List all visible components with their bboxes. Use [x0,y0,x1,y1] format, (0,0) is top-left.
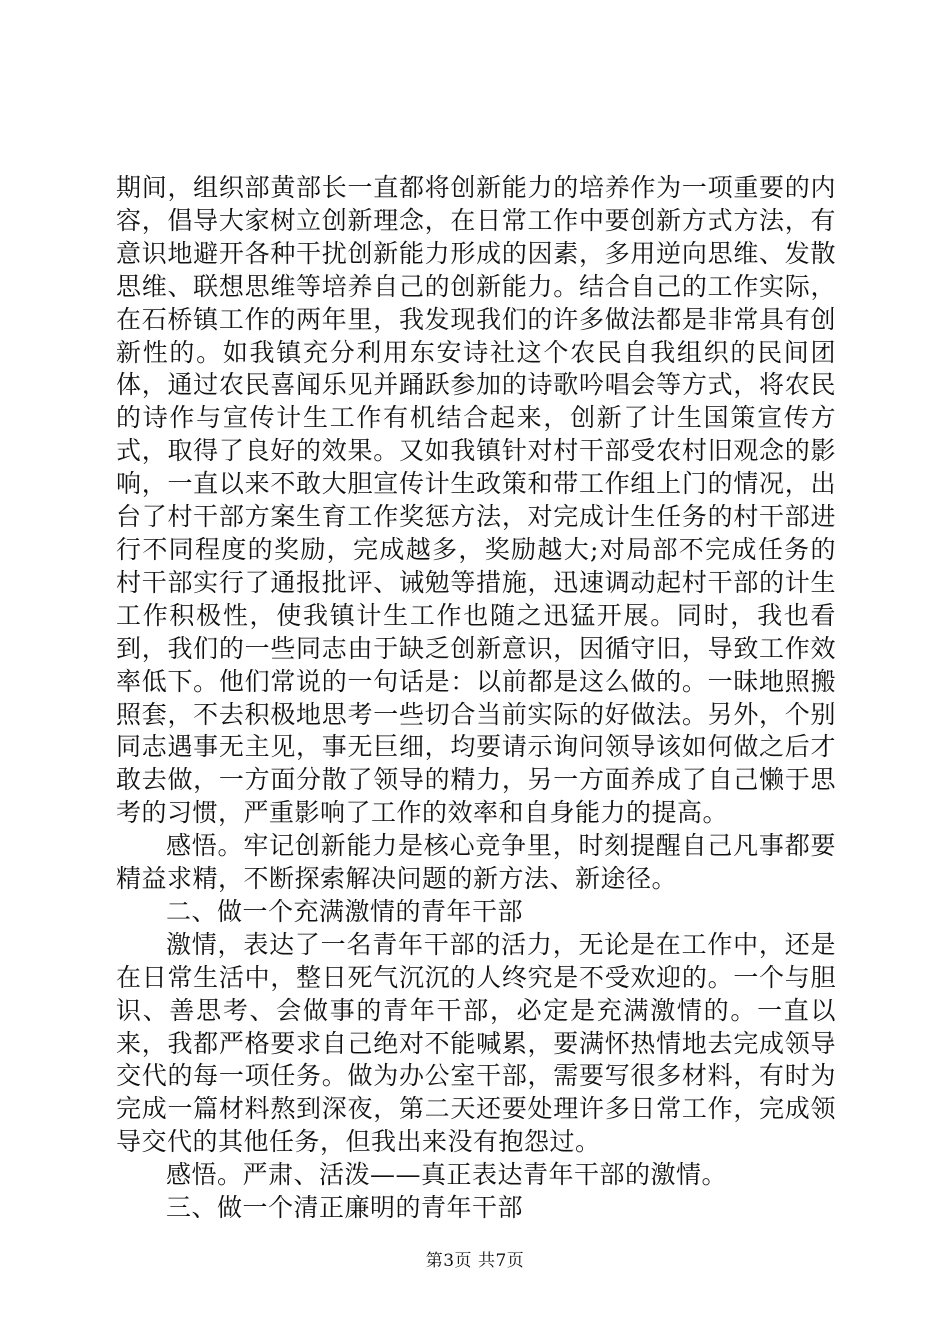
paragraph-innovation-continued: 期间，组织部黄部长一直都将创新能力的培养作为一项重要的内容，倡导大家树立创新理念，在日常工作中要创新方式方法，有意识地避开各种干扰创新能力形成的因素，多用逆向思维、发散思维、联想思维等培养自己的创新能力。结合自己的工作实际，在石桥镇工作的两年里，我发现我们的许多做法都是非常具有创新性的。如我镇充分利用东安诗社这个农民自我组织的民间团体，通过农民喜闻乐见并踊跃参加的诗歌吟唱会等方式，将农民的诗作与宣传计生工作有机结合起来，创新了计生国策宣传方式，取得了良好的效果。又如我镇针对村干部受农村旧观念的影响，一直以来不敢大胆宣传计生政策和带工作组上门的情况，出台了村干部方案生育工作奖惩方法，对完成计生任务的村干部进行不同程度的奖励，完成越多，奖励越大;对局部不完成任务的村干部实行了通报批评、诫勉等措施，迅速调动起村干部的计生工作积极性，使我镇计生工作也随之迅猛开展。同时，我也看到，我们的一些同志由于缺乏创新意识，因循守旧，导致工作效率低下。他们常说的一句话是：以前都是这么做的。一昧地照搬照套，不去积极地思考一些切合当前实际的好做法。另外，个别同志遇事无主见，事无巨细，均要请示询问领导该如何做之后才敢去做，一方面分散了领导的精力，另一方面养成了自己懒于思考的习惯，严重影响了工作的效率和自身能力的提高。 [116,173,836,828]
document-body [116,172,836,1225]
section-heading-integrity: 三、做一个清正廉明的青年干部 [166,1193,524,1223]
page-number-footer: 第3页 共7页 [425,1251,525,1271]
paragraph-passion: 激情，表达了一名青年干部的活力，无论是在工作中，还是在日常生活中，整日死气沉沉的人终究是不受欢迎的。一个与胆识、善思考、会做事的青年干部，必定是充满激情的。一直以来，我都严格要求自己绝对不能喊累，要满怀热情地去完成领导交代的每一项任务。做为办公室干部，需要写很多材料，有时为完成一篇材料熬到深夜，第二天还要处理许多日常工作，完成领导交代的其他任务，但我出来没有抱怨过。 [116,929,836,1157]
section-heading-passion: 二、做一个充满激情的青年干部 [166,896,524,926]
paragraph-passion-insight: 感悟。严肃、活泼——真正表达青年干部的激情。 [166,1160,728,1190]
paragraph-innovation-insight: 感悟。牢记创新能力是核心竞争里，时刻提醒自己凡事都要精益求精，不断探索解决问题的新方法、新途径。 [116,831,836,894]
